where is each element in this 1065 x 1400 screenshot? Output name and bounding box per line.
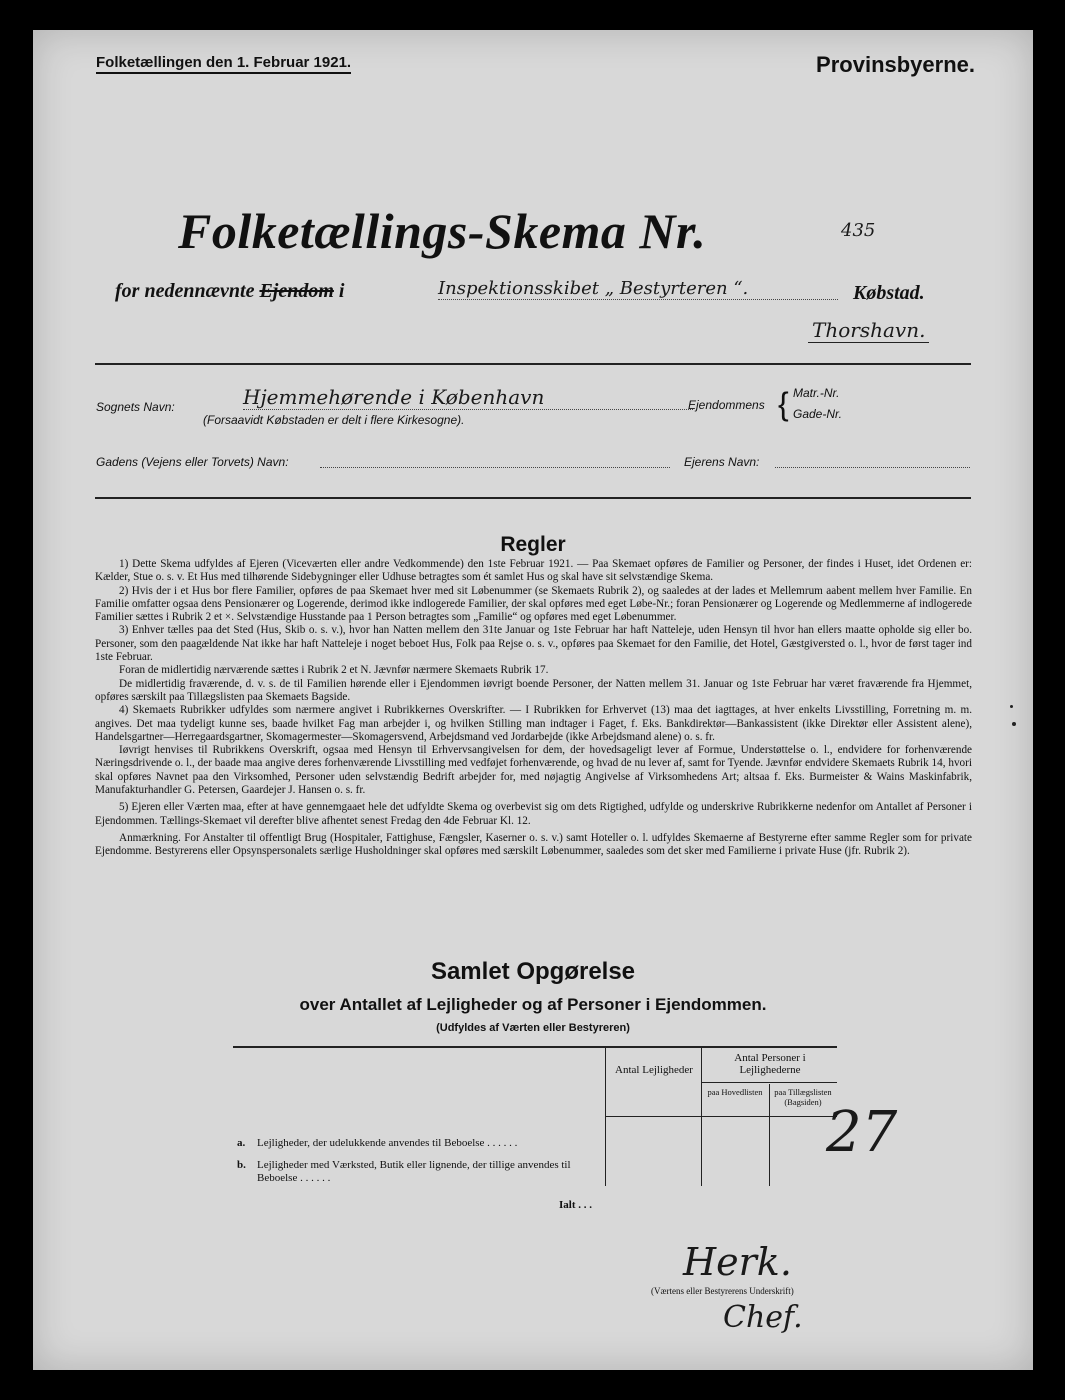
rule-paragraph: Anmærkning. For Anstalter til offentligt Brug (Hospitaler, Fattighuse, Fængsler, Kaserner o. s. v.) samt Hoteller o. l. udfyldes Skemaerne af Bestyrerne efter samme Regler som for private Ejendomme. Bestyrerens eller Opsynspersonalets særlige Husholdninger skal opføres med særskilt Løbenummer, saaledes som det sker med Familierne i private Huse (jfr. Rubrik 2). xyxy=(95,831,972,858)
matr-nr-label: Matr.-Nr. xyxy=(793,386,840,400)
rules-heading: Regler xyxy=(500,533,566,556)
rule-paragraph: 1) Dette Skema udfyldes af Ejeren (Viceværten eller andre Vedkommende) den 1ste Februar 1921. — Paa Skemaet opføres de Familier og Personer, der findes i Huset, idet Ordenen er: Kælder, Stue o. s. v. Et Hus med tilhørende Sidebygninger eller Udhuse betragtes som ét samlet Hus og skal have sit selvstændige Skema. xyxy=(95,558,972,584)
street-blank-line xyxy=(320,467,670,468)
census-form xyxy=(33,30,1033,1370)
divider-bottom xyxy=(95,497,971,499)
summary-subtitle: over Antallet af Lejligheder og af Personer i Ejendommen. xyxy=(299,995,767,1014)
signature-handwritten: Herk. xyxy=(683,1240,792,1284)
rule-paragraph: 4) Skemaets Rubrikker udfyldes som nærmere angivet i Rubrikkernes Overskrifter. — I Rubrikken for Erhvervet (13) maa det iagttages, at hver enkelts Livsstilling, Forretning m. m. angives. Det maa tydeligt kunne ses, baade hvilket Fag man arbejder i, og hvilken Stilling man indtager i Faget, f. Eks. Bankdirektør—Bankassistent (ikke Direktør eller Assistent alene), Handelsgartner—Herregaardsgartner, Skomagermester—Skomagersvend, Arbejdsmand ved Jordarbejde (ikke Arbejdsmand alene) o. s. fr. xyxy=(95,704,972,743)
gade-nr-label: Gade-Nr. xyxy=(793,407,842,421)
parish-note: (Forsaavidt Købstaden er delt i flere Kirkesogne). xyxy=(203,413,465,427)
rule-paragraph: 3) Enhver tælles paa det Sted (Hus, Skib o. s. v.), hvor han Natten mellem den 31te Januar og 1ste Februar har haft Natteleje, uden Hensyn til hvor han ellers maatte opholde sig eller bo. Personer, som den paagældende Nat ikke har haft Natteleje i noget beboet Hus, Folk paa Rejse o. s. v., opføres paa Skemaet for den Familie, det Hotel, Gæstgiversted o. l., hvor de først tager ind 1ste Februar. xyxy=(95,624,972,664)
table-header-rule xyxy=(605,1116,837,1117)
property-line xyxy=(115,280,344,303)
row-b-letter: b. xyxy=(237,1159,246,1171)
parish-name-handwritten: Hjemmehørende i København xyxy=(243,385,693,410)
total-label: Ialt . . . xyxy=(559,1199,592,1211)
table-top-border xyxy=(233,1046,837,1048)
schema-number-handwritten: 435 xyxy=(841,220,876,241)
owner-blank-line xyxy=(775,467,970,468)
town-label: Købstad. xyxy=(853,282,925,304)
census-date-header: Folketællingen den 1. Februar 1921. xyxy=(96,54,351,74)
property-name-handwritten: Inspektionsskibet „ Bestyrteren “. xyxy=(438,278,838,300)
parish-label: Sognets Navn: xyxy=(96,400,175,414)
property-connector: i xyxy=(338,280,345,302)
owner-label: Ejerens Navn: xyxy=(684,455,760,469)
street-label: Gadens (Vejens eller Torvets) Navn: xyxy=(96,455,289,469)
col-header-supplement: paa Tillægslisten (Bagsiden) xyxy=(774,1087,832,1107)
summary-table xyxy=(233,1046,837,1211)
table-col-divider xyxy=(769,1084,770,1186)
property-struck-word: Ejendom xyxy=(259,280,334,302)
signer-title-handwritten: Chef. xyxy=(723,1300,803,1335)
ink-speck xyxy=(1012,722,1016,726)
form-title: Folketællings-Skema Nr. xyxy=(178,203,707,259)
summary-title: Samlet Opgørelse xyxy=(430,958,636,985)
property-number-label: Ejendommens xyxy=(688,398,765,412)
town-name-handwritten: Thorshavn. xyxy=(808,318,929,343)
ink-speck xyxy=(1010,705,1013,708)
col-header-apartments: Antal Lejligheder xyxy=(615,1064,693,1076)
brace-glyph: { xyxy=(778,386,789,422)
signature-label: (Værtens eller Bestyrerens Underskrift) xyxy=(651,1286,794,1296)
rule-paragraph: De midlertidig fraværende, d. v. s. de til Familien hørende eller i Ejendommen iøvrigt boende Personer, der Natten mellem 31. Januar og 1ste Februar har været fraværende fra Hjemmet, opføres særskilt paa Tillægslisten paa Skemaets Bagside. xyxy=(95,677,972,703)
rule-paragraph: 2) Hvis der i et Hus bor flere Familier, opføres de paa Skemaet hver med sit Løbenummer (se Skemaets Rubrik 2), og saaledes at der lades et Mellemrum aabent mellem hver Familie. En Familie omfatter ogsaa dens Pensionærer og Logerende, derimod ikke indlogerede Familier, der skal opføres med eget Løbe-Nr.; foran Pensionærer og Logerende og Medlemmerne af indlogerede Familier sættes i Rubrik 2 et ×. Selvstændige Husstande paa 1 Person betragtes som „Familie“ og opføres med eget Løbenummer. xyxy=(95,584,972,624)
person-count-handwritten: 27 xyxy=(826,1100,898,1165)
summary-note: (Udfyldes af Værten eller Bestyreren) xyxy=(436,1022,630,1034)
rule-paragraph: Foran de midlertidig nærværende sættes i Rubrik 2 et N. Jævnfør nærmere Skemaets Rubrik 17. xyxy=(119,664,549,677)
divider-top xyxy=(95,363,971,365)
col-header-persons: Antal Personer i Lejlighederne xyxy=(734,1052,806,1076)
col-header-main-list: paa Hovedlisten xyxy=(707,1087,763,1097)
rule-paragraph: 5) Ejeren eller Værten maa, efter at have gennemgaaet hele det udfyldte Skema og overbevist sig om dets Rigtighed, udfylde og underskrive Rubrikkerne nedenfor om Antallet af Personer i Ejendommen. Tællings-Skemaet vil derefter blive afhentet senest Fredag den 4de Februar Kl. 12. xyxy=(95,801,972,827)
table-subheader-rule xyxy=(701,1082,837,1083)
row-a-letter: a. xyxy=(237,1137,246,1149)
property-prefix: for nedennævnte xyxy=(115,280,255,302)
rule-paragraph: Iøvrigt henvises til Rubrikkens Overskrift, ogsaa med Hensyn til Erhvervsangivelsen for dem, der hovedsageligt lever af Formue, Understøttelse o. l., endvidere for forhenværende Næringsdrivende o. l., der baade maa angive deres forhenværende Livsstilling med vedføjet forhenværende, og hvad de nu lever af, samt for Tyende. Jævnfør endvidere Skemaets Rubrik 14, hvori skal opføres Navnet paa den Virksomhed, Personer uden selvstændig Bedrift arbejder for, med nøjagtig Angivelse af Virksomhedens Art; altsaa f. Eks. Burmeister & Wains Maskinfabrik, Manufakturhandler G. Petersen, Gaardejer J. Hansen o. s. fr. xyxy=(95,744,972,797)
rules-body xyxy=(95,558,972,859)
row-b-text: Lejligheder med Værksted, Butik eller lignende, der tillige anvendes til Beboelse . . . . . . xyxy=(257,1159,571,1184)
region-header: Provinsbyerne. xyxy=(816,52,975,77)
row-a-text: Lejligheder, der udelukkende anvendes til Beboelse . . . . . . xyxy=(257,1137,518,1149)
